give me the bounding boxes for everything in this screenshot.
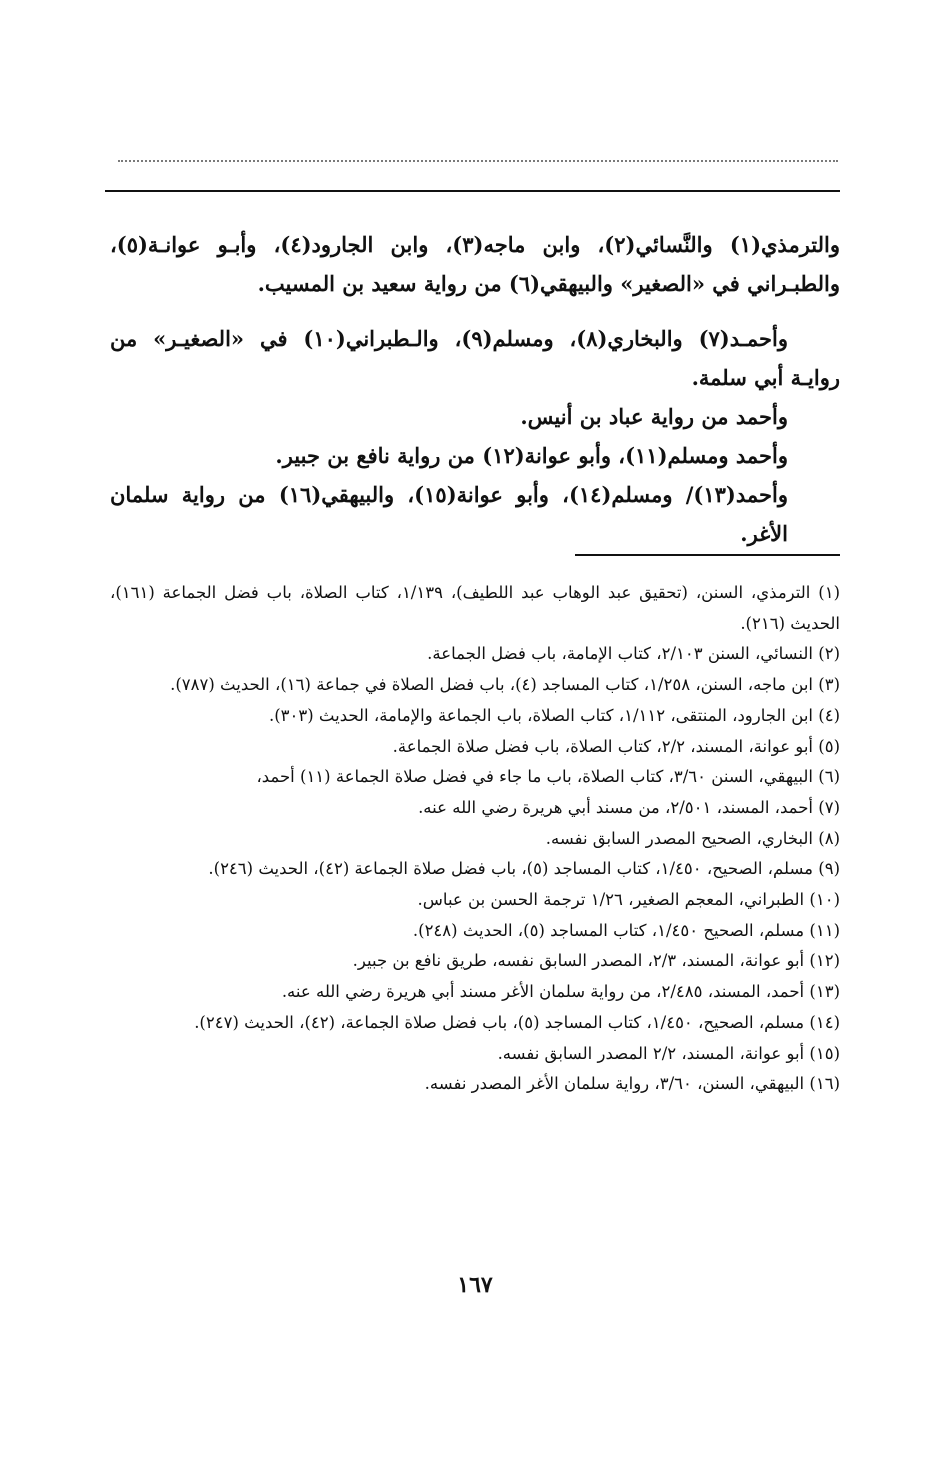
footnote-15: (١٥) أبو عوانة، المسند، ٢/٢ المصدر السابق نفسه. [497, 1043, 840, 1063]
footnote-5: (٥) أبو عوانة، المسند، ٢/٢، كتاب الصلاة، باب فضل صلاة الجماعة. [392, 736, 840, 756]
footnote-9: (٩) مسلم، الصحيح، ١/٤٥٠، كتاب المساجد (٥)، باب فضل صلاة الجماعة (٤٢)، الحديث (٢٤٦). [208, 859, 840, 879]
footnote-13: (١٣) أحمد، المسند، ٢/٤٨٥، من رواية سلمان الأغر مسند أبي هريرة رضي الله عنه. [281, 982, 840, 1002]
header-rule [105, 190, 840, 192]
footnote-7: (٧) أحمد، المسند، ٢/٥٠١، من مسند أبي هريرة رضي الله عنه. [418, 797, 840, 817]
body-paragraph-3: وأحمد من رواية عباد بن أنيس. [520, 404, 788, 429]
footnote-8: (٨) البخاري، الصحيح المصدر السابق نفسه. [545, 828, 840, 848]
footnote-4: (٤) ابن الجارود، المنتقى، ١/١١٢، كتاب الصلاة، باب الجماعة والإمامة، الحديث (٣٠٣). [268, 705, 840, 725]
footnote-14: (١٤) مسلم، الصحيح، ١/٤٥٠، كتاب المساجد (٥)، باب فضل صلاة الجماعة، (٤٢)، الحديث (٢٤٧). [194, 1012, 840, 1032]
footnote-10: (١٠) الطبراني، المعجم الصغير، ١/٢٦ ترجمة الحسن بن عباس. [417, 890, 840, 910]
body-paragraph-5: وأحمد(١٣)/ ومسلم(١٤)، وأبو عوانة(١٥)، والبيهقي(١٦) من رواية سلمان الأغر. [110, 482, 788, 546]
footnote-2: (٢) النسائي، السنن ٢/١٠٣، كتاب الإمامة، باب فضل الجماعة. [427, 644, 840, 664]
footnotes-list [110, 578, 840, 1100]
main-text [110, 225, 840, 553]
body-paragraph-2: وأحمـد(٧) والبخاري(٨)، ومسلم(٩)، والـطبراني(١٠) في «الصغيـر» من روايـة أبي سلمة. [110, 326, 840, 390]
footnote-3: (٣) ابن ماجه، السنن، ١/٢٥٨، كتاب المساجد (٤)، باب فضل الصلاة في جماعة (١٦)، الحديث (٧٨٧). [170, 675, 840, 695]
footnote-12: (١٢) أبو عوانة، المسند، ٢/٣، المصدر السابق نفسه، طريق نافع بن جبير. [352, 951, 840, 971]
footnote-6: (٦) البيهقي، السنن ٣/٦٠، كتاب الصلاة، باب ما جاء في فضل صلاة الجماعة (١١) أحمد، [256, 767, 840, 787]
body-paragraph-1: والترمذي(١) والنَّسائي(٢)، وابن ماجه(٣)، وابن الجارود(٤)، وأبـو عوانـة(٥)، والطبـراني في «الصغير» والبيهقي(٦) من رواية سعيد بن المسيب. [110, 232, 841, 296]
page-number: ١٦٧ [457, 1272, 493, 1298]
dotted-separator [118, 160, 838, 162]
footnote-separator [575, 554, 840, 556]
body-paragraph-4: وأحمد ومسلم(١١)، وأبو عوانة(١٢) من رواية نافع بن جبير. [275, 443, 788, 468]
footnote-1: (١) الترمذي، السنن، (تحقيق عبد الوهاب عبد اللطيف)، ١/١٣٩، كتاب الصلاة، باب فضل الجماعة (١٦١)، الحديث (٢١٦). [110, 583, 840, 633]
footnote-11: (١١) مسلم، الصحيح ١/٤٥٠، كتاب المساجد (٥)، الحديث (٢٤٨). [412, 920, 840, 940]
footnote-16: (١٦) البيهقي، السنن، ٣/٦٠، رواية سلمان الأغر المصدر نفسه. [424, 1074, 840, 1094]
